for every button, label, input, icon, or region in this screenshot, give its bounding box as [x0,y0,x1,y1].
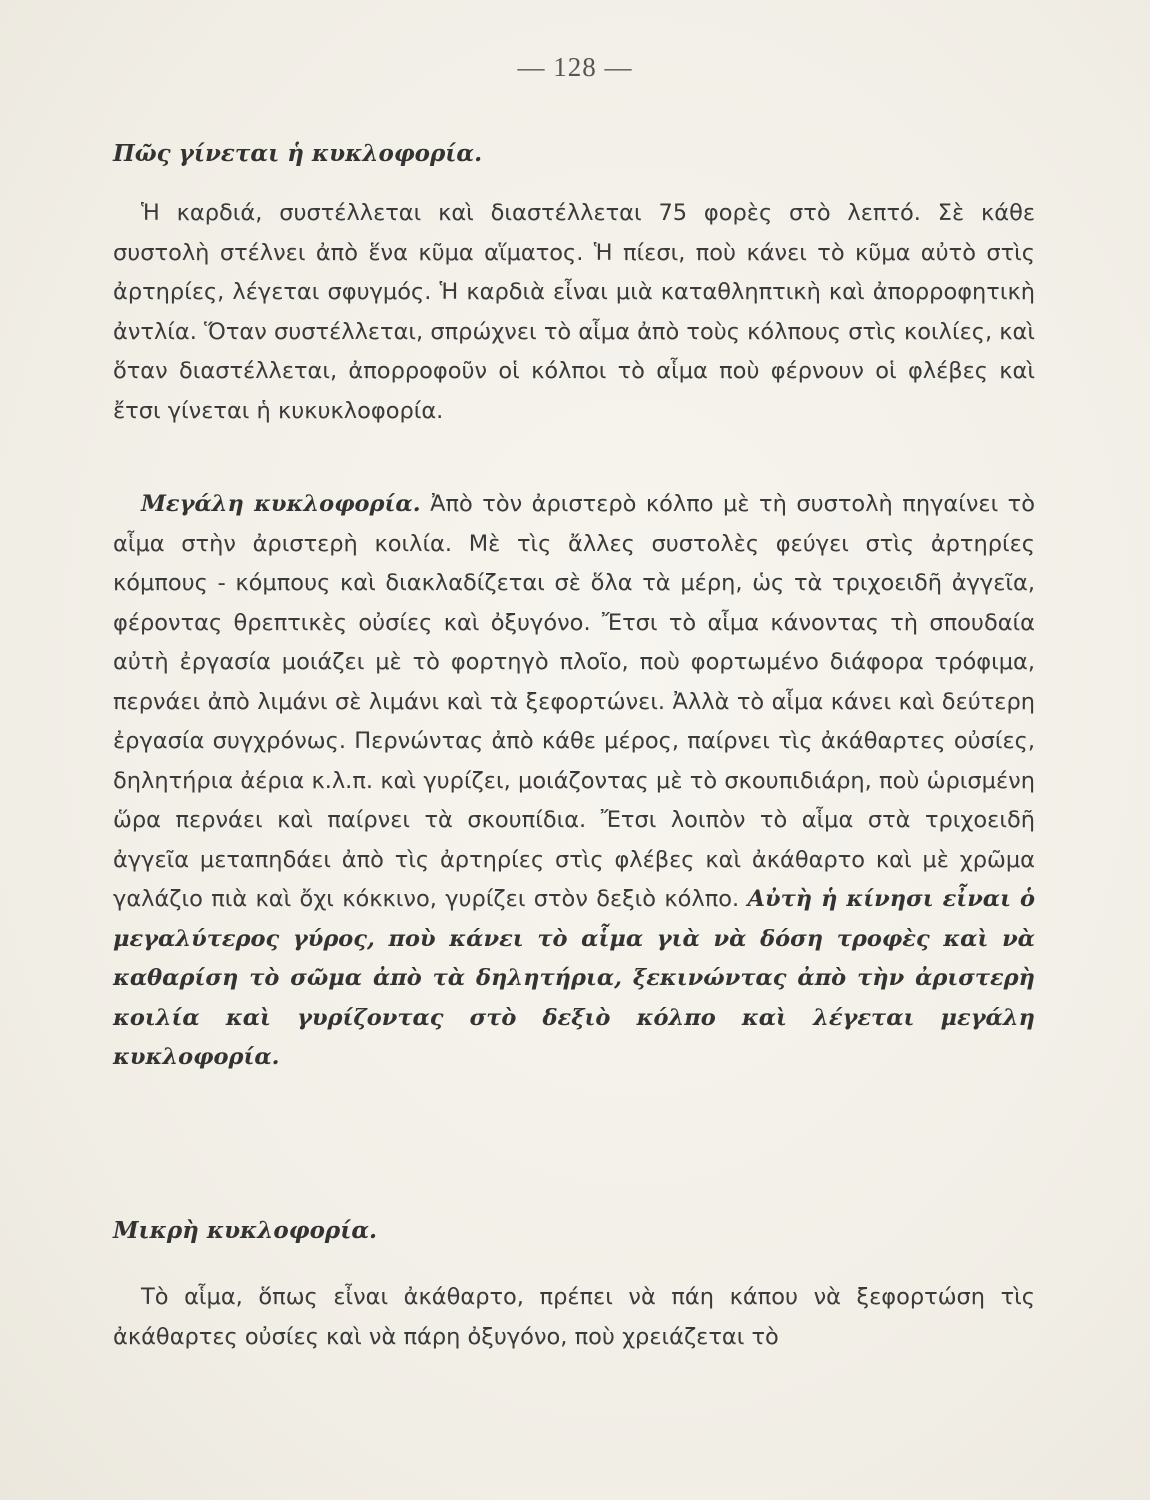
section-heading-circulation: Πῶς γίνεται ἡ κυκλοφορία. [113,140,483,167]
paragraph-systemic-circulation [113,485,1035,1078]
paragraph-text: Ἡ καρδιά, συστέλλεται καὶ διαστέλλεται 75 φορὲς στὸ λεπτό. Σὲ κάθε συστολὴ στέλνει ἀπὸ ἕνα κῦμα αἵματος. Ἡ πίεσι, ποὺ κάνει τὸ κῦμα αὐτὸ στὶς ἀρτηρίες, λέγεται σφυγμός. Ἡ καρδιὰ εἶναι μιὰ καταθληπτικὴ καὶ ἀπορροφητικὴ ἀντλία. Ὅταν συστέλλεται, σπρώχνει τὸ αἷμα ἀπὸ τοὺς κόλπους στὶς κοιλίες, καὶ ὅταν διαστέλλεται, ἀπορροφοῦν οἱ κόλποι τὸ αἷμα ποὺ φέρνουν οἱ φλέβες καὶ ἔτσι γίνεται ἡ κυκυκλοφορία. [113,200,1035,424]
paragraph-heart-pump [113,194,1035,431]
section-heading-pulmonary-circulation: Μικρὴ κυκλοφορία. [113,1217,378,1244]
subheading-systemic-circulation: Μεγάλη κυκλοφορία. [141,491,421,517]
emphasized-summary: Αὐτὴ ἡ κίνησι εἶναι ὁ μεγαλύτερος γύρος, ποὺ κάνει τὸ αἷμα γιὰ νὰ δόση τροφὲς καὶ νὰ καθαρίση τὸ σῶμα ἀπὸ τὰ δηλητήρια, ξεκινώντας ἀπὸ τὴν ἀριστερὴ κοιλία καὶ γυρίζοντας στὸ δεξιὸ κόλπο καὶ λέγεται μεγάλη κυκλοφορία. [113,886,1036,1070]
paragraph-text: Τὸ αἷμα, ὅπως εἶναι ἀκάθαρτο, πρέπει νὰ πάη κάπου νὰ ξεφορτώση τὶς ἀκάθαρτες οὐσίες καὶ νὰ πάρη ὀξυγόνο, ποὺ χρειάζεται τὸ [113,1284,1035,1350]
page-number: — 128 — [517,52,633,82]
paragraph-pulmonary-circulation [113,1278,1035,1357]
paragraph-text: Ἀπὸ τὸν ἀριστερὸ κόλπο μὲ τὴ συστολὴ πηγαίνει τὸ αἷμα στὴν ἀριστερὴ κοιλία. Μὲ τὶς ἄλλες συστολὲς φεύγει στὶς ἀρτηρίες κόμπους - κόμπους καὶ διακλαδίζεται σὲ ὅλα τὰ μέρη, ὡς τὰ τριχοειδῆ ἀγγεῖα, φέροντας θρεπτικὲς οὐσίες καὶ ὀξυγόνο. Ἔτσι τὸ αἷμα κάνοντας τὴ σπουδαία αὐτὴ ἐργασία μοιάζει μὲ τὸ φορτηγὸ πλοῖο, ποὺ φορτωμένο διάφορα τρόφιμα, περνάει ἀπὸ λιμάνι σὲ λιμάνι καὶ τὰ ξεφορτώνει. Ἀλλὰ τὸ αἷμα κάνει καὶ δεύτερη ἐργασία συγχρόνως. Περνώντας ἀπὸ κάθε μέρος, παίρνει τὶς ἀκάθαρτες οὐσίες, δηλητήρια ἀέρια κ.λ.π. καὶ γυρίζει, μοιάζοντας μὲ τὸ σκουπιδιάρη, ποὺ ὡρισμένη ὥρα περνάει καὶ παίρνει τὰ σκουπίδια. Ἔτσι λοιπὸν τὸ αἷμα στὰ τριχοειδῆ ἀγγεῖα μεταπηδάει ἀπὸ τὶς ἀρτηρίες στὶς φλέβες καὶ ἀκάθαρτο καὶ μὲ χρῶμα γαλάζιο πιὰ καὶ ὄχι κόκκινο, γυρίζει στὸν δεξιὸ κόλπο. [113,491,1035,912]
